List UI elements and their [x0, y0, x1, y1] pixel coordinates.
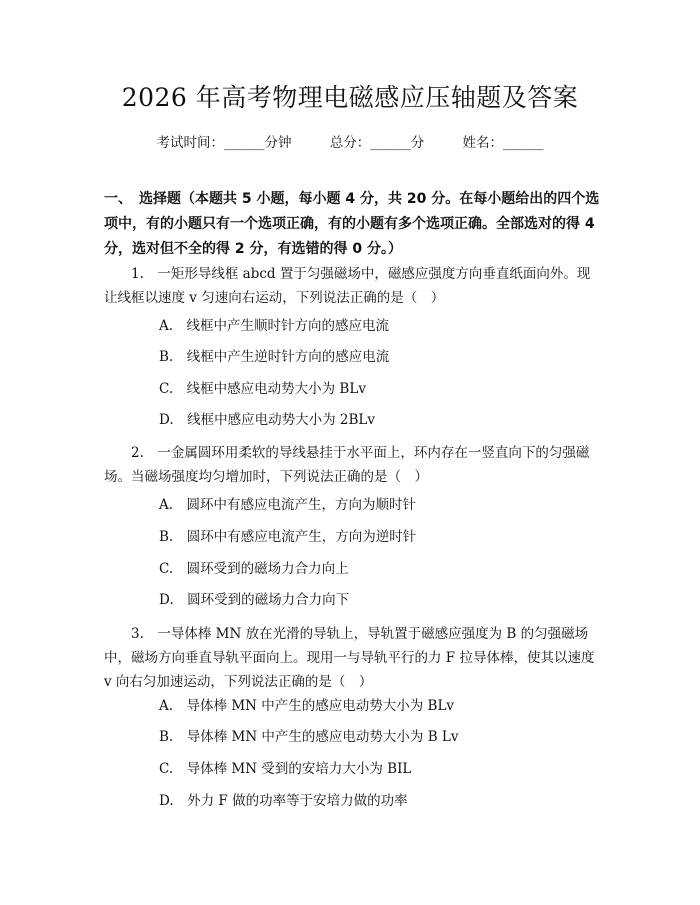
- exam-time-field: 考试时间：______分钟: [156, 135, 292, 151]
- question-3-option-d: D. 外力 F 做的功率等于安培力做的功率: [159, 793, 408, 809]
- question-1-option-b: B. 线框中产生逆时针方向的感应电流: [159, 349, 390, 365]
- question-2-option-a: A. 圆环中有感应电流产生，方向为顺时针: [159, 497, 417, 513]
- question-2-option-c: C. 圆环受到的磁场力合力向上: [159, 561, 349, 577]
- exam-total-score-field: 总分：______分: [329, 135, 425, 151]
- question-2-option-b: B. 圆环中有感应电流产生，方向为逆时针: [159, 529, 417, 545]
- question-1-option-a: A. 线框中产生顺时针方向的感应电流: [159, 318, 390, 334]
- question-2: 2. 一金属圆环用柔软的导线悬挂于水平面上，环内存在一竖直向下的匀强磁场。当磁场强度均匀增加时，下列说法正确的是（ ）: [104, 445, 590, 485]
- section-header: 一、 选择题（本题共 5 小题，每小题 4 分，共 20 分。在每小题给出的四个选项中，有的小题只有一个选项正确，有的小题有多个选项正确。全部选对的得 4 分，选对但不全的得 2 分，有选错的得 0 分。）: [104, 191, 600, 257]
- exam-name-field: 姓名：______: [462, 135, 544, 151]
- exam-title: 2026 年高考物理电磁感应压轴题及答案: [121, 83, 579, 112]
- exam-meta: [0, 131, 700, 151]
- question-1-option-d: D. 线框中感应电动势大小为 2BLv: [159, 412, 376, 428]
- question-3: 3. 一导体棒 MN 放在光滑的导轨上，导轨置于磁感应强度为 B 的匀强磁场中，磁场方向垂直导轨平面向上。现用一与导轨平行的力 F 拉导体棒，使其以速度 v 向右匀加速运动，下列说法正确的是（ ）: [104, 626, 595, 690]
- question-2-option-d: D. 圆环受到的磁场力合力向下: [159, 592, 350, 608]
- question-3-option-a: A. 导体棒 MN 中产生的感应电动势大小为 BLv: [159, 698, 455, 714]
- question-1-option-c: C. 线框中感应电动势大小为 BLv: [159, 381, 366, 397]
- question-3-option-b: B. 导体棒 MN 中产生的感应电动势大小为 B Lv: [159, 729, 459, 745]
- question-3-option-c: C. 导体棒 MN 受到的安培力大小为 BIL: [159, 761, 412, 777]
- question-1: 1. 一矩形导线框 abcd 置于匀强磁场中，磁感应强度方向垂直纸面向外。现让线框以速度 v 匀速向右运动，下列说法正确的是（ ）: [104, 266, 591, 306]
